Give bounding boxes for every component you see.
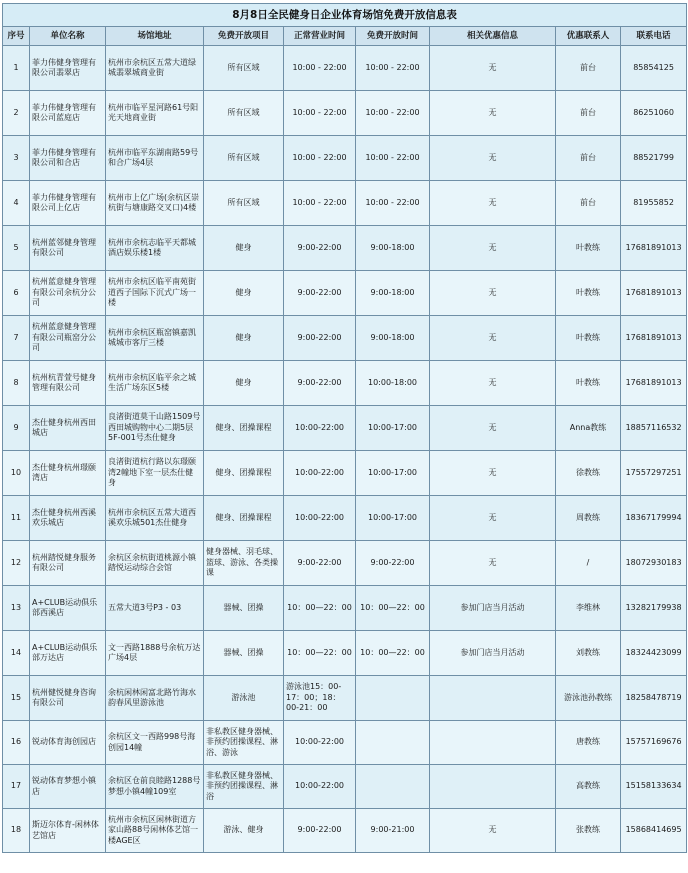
- cell-contact: 张教练: [556, 809, 621, 853]
- table-row: [3, 46, 687, 91]
- cell-hours: 10：00—22：00: [284, 631, 356, 676]
- table-row: [3, 271, 687, 316]
- cell-phone: 17681891013: [621, 271, 687, 316]
- cell-no: 1: [3, 46, 30, 91]
- cell-hours: 9:00-22:00: [284, 361, 356, 406]
- cell-no: 17: [3, 765, 30, 809]
- table-row: [3, 181, 687, 226]
- cell-address: 余杭区余杭街道桃源小镇踏悦运动综合会馆: [106, 541, 204, 586]
- cell-phone: 88521799: [621, 136, 687, 181]
- cell-hours: 10:00-22:00: [284, 406, 356, 451]
- cell-hours: 10:00 - 22:00: [284, 181, 356, 226]
- cell-contact: 刘教练: [556, 631, 621, 676]
- cell-offer: 无: [430, 316, 556, 361]
- cell-items: 非私教区健身器械、非预约团操课程、淋浴: [204, 765, 284, 809]
- table-row: [3, 586, 687, 631]
- cell-no: 8: [3, 361, 30, 406]
- table-row: [3, 316, 687, 361]
- cell-items: 健身: [204, 271, 284, 316]
- cell-no: 14: [3, 631, 30, 676]
- cell-hours: 9:00-22:00: [284, 271, 356, 316]
- cell-free-hours: 10:00-17:00: [356, 406, 430, 451]
- cell-name: 菲力伟健身管理有限公司上亿店: [30, 181, 106, 226]
- cell-hours: 9:00-22:00: [284, 226, 356, 271]
- cell-name: 菲力伟健身管理有限公司翡翠店: [30, 46, 106, 91]
- cell-contact: 徐教练: [556, 451, 621, 496]
- cell-address: 杭州市余杭区临平南苑街道西子国际下沉式广场一楼: [106, 271, 204, 316]
- cell-phone: 17681891013: [621, 361, 687, 406]
- table-row: [3, 406, 687, 451]
- cell-free-hours: 10:00-17:00: [356, 496, 430, 541]
- cell-name: 锐动体育海创园店: [30, 721, 106, 765]
- cell-phone: 86251060: [621, 91, 687, 136]
- cell-free-hours: 10:00 - 22:00: [356, 46, 430, 91]
- col-header-items: 免费开放项目: [204, 27, 284, 46]
- cell-name: 杭州蓝邻健身管理有限公司: [30, 226, 106, 271]
- cell-offer: [430, 676, 556, 721]
- cell-items: 所有区域: [204, 46, 284, 91]
- cell-hours: 10:00-22:00: [284, 496, 356, 541]
- cell-address: 杭州市余杭区五常大道绿城翡翠城商业街: [106, 46, 204, 91]
- cell-offer: 无: [430, 451, 556, 496]
- cell-name: 杰仕健身杭州西田城店: [30, 406, 106, 451]
- cell-free-hours: 10:00 - 22:00: [356, 91, 430, 136]
- table-row: [3, 676, 687, 721]
- cell-address: 文一西路1888号余杭万达广场4层: [106, 631, 204, 676]
- col-header-offer: 相关优惠信息: [430, 27, 556, 46]
- cell-contact: 前台: [556, 181, 621, 226]
- table-row: [3, 451, 687, 496]
- cell-items: 非私教区健身器械、非预约团操课程、淋浴、游泳: [204, 721, 284, 765]
- cell-offer: 无: [430, 361, 556, 406]
- cell-phone: 18072930183: [621, 541, 687, 586]
- cell-free-hours: 9:00-18:00: [356, 226, 430, 271]
- header-row: [3, 27, 687, 46]
- cell-free-hours: 9:00-22:00: [356, 541, 430, 586]
- cell-phone: 81955852: [621, 181, 687, 226]
- cell-no: 5: [3, 226, 30, 271]
- cell-hours: 9:00-22:00: [284, 809, 356, 853]
- table-row: [3, 136, 687, 181]
- cell-free-hours: [356, 676, 430, 721]
- cell-no: 4: [3, 181, 30, 226]
- cell-name: 菲力伟健身管理有限公司蓝庭店: [30, 91, 106, 136]
- cell-offer: 无: [430, 46, 556, 91]
- cell-address: 杭州市余杭志临平天都城酒店娱乐楼1楼: [106, 226, 204, 271]
- cell-hours: 9:00-22:00: [284, 541, 356, 586]
- cell-contact: 周教练: [556, 496, 621, 541]
- cell-address: 良渚街道杭行路以东璟颐湾2幢地下室一层杰仕健身: [106, 451, 204, 496]
- cell-offer: 无: [430, 541, 556, 586]
- cell-items: 健身、团操课程: [204, 451, 284, 496]
- cell-contact: 前台: [556, 136, 621, 181]
- cell-offer: 无: [430, 406, 556, 451]
- cell-contact: 叶教练: [556, 226, 621, 271]
- cell-contact: 叶教练: [556, 316, 621, 361]
- cell-no: 18: [3, 809, 30, 853]
- table-row: [3, 765, 687, 809]
- cell-no: 12: [3, 541, 30, 586]
- cell-contact: 唐教练: [556, 721, 621, 765]
- col-header-hours: 正常营业时间: [284, 27, 356, 46]
- cell-free-hours: 9:00-18:00: [356, 316, 430, 361]
- cell-name: 杭州杭青萱号健身管理有限公司: [30, 361, 106, 406]
- cell-items: 所有区域: [204, 136, 284, 181]
- table-row: [3, 721, 687, 765]
- cell-address: 杭州市余杭区临平余之城生活广场东区5楼: [106, 361, 204, 406]
- cell-phone: 15868414695: [621, 809, 687, 853]
- cell-no: 7: [3, 316, 30, 361]
- cell-items: 所有区域: [204, 91, 284, 136]
- cell-contact: 叶教练: [556, 361, 621, 406]
- cell-address: 杭州市余杭区闲林街道方家山路88号闲林体艺馆一楼AGE区: [106, 809, 204, 853]
- info-table-sheet: [2, 3, 686, 853]
- cell-offer: 参加门店当月活动: [430, 631, 556, 676]
- cell-address: 杭州市临平东湖南路59号和合广场4层: [106, 136, 204, 181]
- cell-offer: 无: [430, 136, 556, 181]
- cell-name: 斯迈尔体育-闲林体艺馆店: [30, 809, 106, 853]
- cell-name: 杰仕健身杭州西溪欢乐城店: [30, 496, 106, 541]
- cell-offer: [430, 721, 556, 765]
- cell-name: 锐动体育梦想小镇店: [30, 765, 106, 809]
- cell-no: 3: [3, 136, 30, 181]
- table-row: [3, 496, 687, 541]
- cell-offer: 无: [430, 809, 556, 853]
- cell-address: 杭州市余杭区五常大道西溪欢乐城501杰仕健身: [106, 496, 204, 541]
- cell-phone: 18258478719: [621, 676, 687, 721]
- cell-hours: 10:00 - 22:00: [284, 91, 356, 136]
- cell-address: 良渚街道莫干山路1509号西田城购物中心二期5层5F-001号杰仕健身: [106, 406, 204, 451]
- cell-no: 10: [3, 451, 30, 496]
- cell-phone: 18857116532: [621, 406, 687, 451]
- info-table: [2, 3, 687, 853]
- cell-free-hours: 10:00 - 22:00: [356, 181, 430, 226]
- cell-items: 健身、团操课程: [204, 406, 284, 451]
- cell-items: 所有区域: [204, 181, 284, 226]
- cell-phone: 18367179994: [621, 496, 687, 541]
- cell-address: 杭州市余杭区瓶窑镇嘉凯城城市客厅三楼: [106, 316, 204, 361]
- cell-address: 余杭闲林闲富北路竹海水韵春风里游泳池: [106, 676, 204, 721]
- cell-items: 健身: [204, 316, 284, 361]
- cell-phone: 15158133634: [621, 765, 687, 809]
- cell-offer: 无: [430, 91, 556, 136]
- cell-no: 16: [3, 721, 30, 765]
- cell-contact: 游泳池孙教练: [556, 676, 621, 721]
- cell-free-hours: [356, 765, 430, 809]
- cell-hours: 10：00—22：00: [284, 586, 356, 631]
- cell-no: 13: [3, 586, 30, 631]
- cell-offer: [430, 765, 556, 809]
- cell-contact: 叶教练: [556, 271, 621, 316]
- cell-name: 杭州蓝意健身管理有限公司瓶窑分公司: [30, 316, 106, 361]
- cell-hours: 10:00-22:00: [284, 765, 356, 809]
- col-header-free-hours: 免费开放时间: [356, 27, 430, 46]
- cell-free-hours: 10：00—22：00: [356, 631, 430, 676]
- cell-no: 2: [3, 91, 30, 136]
- cell-items: 器械、团操: [204, 586, 284, 631]
- cell-contact: /: [556, 541, 621, 586]
- cell-free-hours: 9:00-21:00: [356, 809, 430, 853]
- cell-free-hours: 10:00 - 22:00: [356, 136, 430, 181]
- cell-offer: 无: [430, 181, 556, 226]
- cell-hours: 9:00-22:00: [284, 316, 356, 361]
- cell-items: 健身: [204, 226, 284, 271]
- cell-free-hours: 10：00—22：00: [356, 586, 430, 631]
- cell-items: 游泳池: [204, 676, 284, 721]
- cell-contact: Anna教练: [556, 406, 621, 451]
- cell-phone: 17681891013: [621, 226, 687, 271]
- table-row: [3, 361, 687, 406]
- table-row: [3, 809, 687, 853]
- cell-name: 杭州踏悦健身服务有限公司: [30, 541, 106, 586]
- cell-hours: 游泳池15：00-17：00；18：00-21：00: [284, 676, 356, 721]
- cell-free-hours: 9:00-18:00: [356, 271, 430, 316]
- cell-name: 杭州健悦健身咨询有限公司: [30, 676, 106, 721]
- cell-phone: 17557297251: [621, 451, 687, 496]
- table-row: [3, 226, 687, 271]
- cell-items: 游泳、健身: [204, 809, 284, 853]
- cell-items: 健身、团操课程: [204, 496, 284, 541]
- cell-contact: 前台: [556, 46, 621, 91]
- table-row: [3, 631, 687, 676]
- col-header-name: 单位名称: [30, 27, 106, 46]
- cell-address: 余杭区文一西路998号海创园14幢: [106, 721, 204, 765]
- cell-contact: 前台: [556, 91, 621, 136]
- cell-phone: 85854125: [621, 46, 687, 91]
- cell-no: 9: [3, 406, 30, 451]
- cell-no: 15: [3, 676, 30, 721]
- cell-no: 6: [3, 271, 30, 316]
- col-header-no: 序号: [3, 27, 30, 46]
- col-header-contact: 优惠联系人: [556, 27, 621, 46]
- table-row: [3, 541, 687, 586]
- cell-contact: 高教练: [556, 765, 621, 809]
- cell-hours: 10:00-22:00: [284, 721, 356, 765]
- cell-hours: 10:00-22:00: [284, 451, 356, 496]
- cell-items: 健身: [204, 361, 284, 406]
- col-header-phone: 联系电话: [621, 27, 687, 46]
- cell-name: A+CLUB运动俱乐部万达店: [30, 631, 106, 676]
- cell-name: A+CLUB运动俱乐部西溪店: [30, 586, 106, 631]
- cell-phone: 17681891013: [621, 316, 687, 361]
- cell-name: 杭州蓝意健身管理有限公司余杭分公司: [30, 271, 106, 316]
- cell-phone: 13282179938: [621, 586, 687, 631]
- cell-hours: 10:00 - 22:00: [284, 136, 356, 181]
- cell-address: 杭州市上亿广场(余杭区崇杭街与塘康路交叉口)4楼: [106, 181, 204, 226]
- cell-address: 余杭区仓前良睦路1288号梦想小镇4幢109室: [106, 765, 204, 809]
- col-header-address: 场馆地址: [106, 27, 204, 46]
- cell-address: 五常大道3号P3 - 03: [106, 586, 204, 631]
- cell-offer: 无: [430, 496, 556, 541]
- cell-free-hours: [356, 721, 430, 765]
- cell-contact: 李维林: [556, 586, 621, 631]
- cell-free-hours: 10:00-18:00: [356, 361, 430, 406]
- cell-hours: 10:00 - 22:00: [284, 46, 356, 91]
- cell-offer: 参加门店当月活动: [430, 586, 556, 631]
- cell-offer: 无: [430, 271, 556, 316]
- table-title: 8月8日全民健身日企业体育场馆免费开放信息表: [3, 4, 687, 27]
- cell-name: 杰仕健身杭州璟颐湾店: [30, 451, 106, 496]
- table-row: [3, 91, 687, 136]
- cell-items: 健身器械、羽毛球、篮球、游泳、各类操课: [204, 541, 284, 586]
- cell-offer: 无: [430, 226, 556, 271]
- cell-items: 器械、团操: [204, 631, 284, 676]
- cell-phone: 15757169676: [621, 721, 687, 765]
- cell-free-hours: 10:00-17:00: [356, 451, 430, 496]
- cell-name: 菲力伟健身管理有限公司和合店: [30, 136, 106, 181]
- cell-no: 11: [3, 496, 30, 541]
- cell-address: 杭州市临平星河路61号阳光天地商业街: [106, 91, 204, 136]
- cell-phone: 18324423099: [621, 631, 687, 676]
